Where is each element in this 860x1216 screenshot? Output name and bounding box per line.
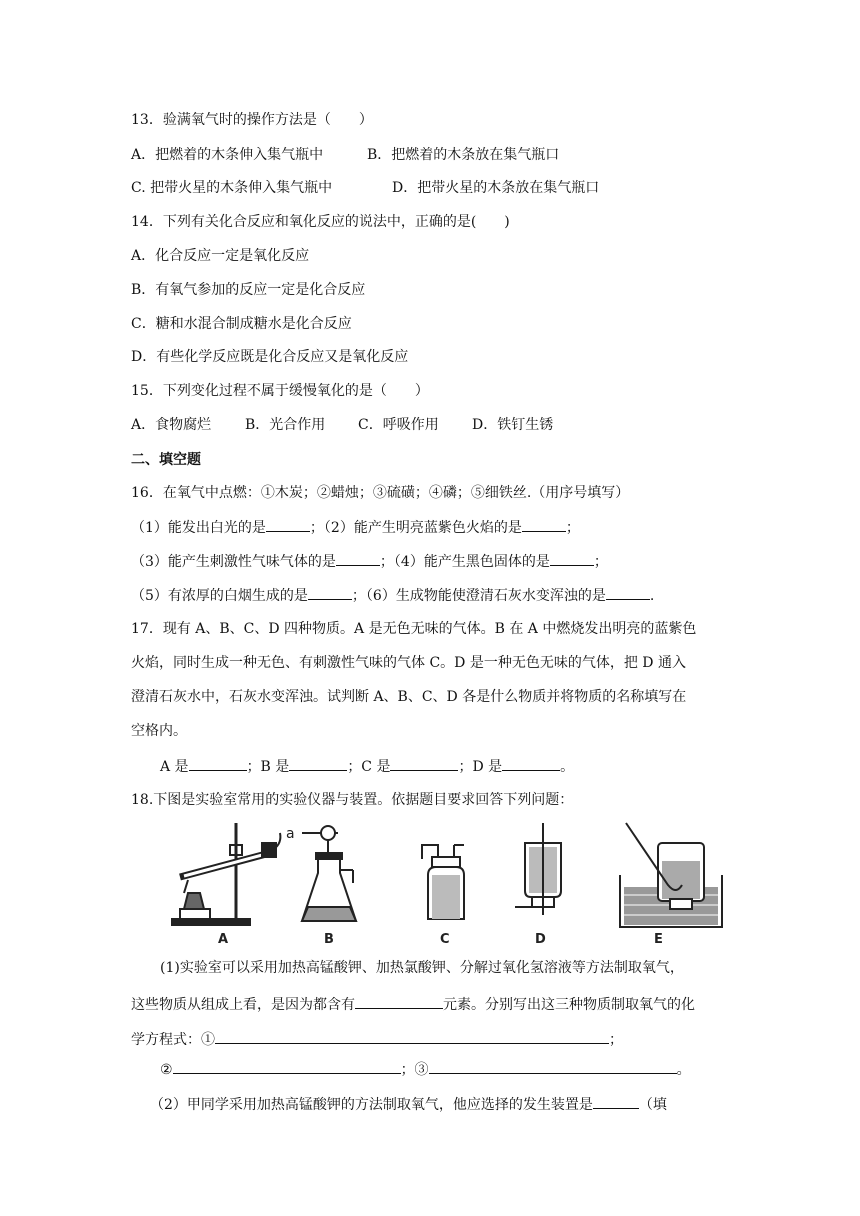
blank[interactable] xyxy=(429,1059,677,1074)
q15-option-c: C．呼吸作用 xyxy=(358,417,439,433)
q15-stem: 15．下列变化过程不属于缓慢氧化的是（ ） xyxy=(131,383,429,399)
q18-text: （填 xyxy=(638,1097,667,1113)
q16-part-end: ； xyxy=(565,520,580,536)
q14-option-b: B．有氧气参加的反应一定是化合反应 xyxy=(131,282,366,298)
q16-part-end: . xyxy=(649,588,655,604)
q14-option-c: C．糖和水混合制成糖水是化合反应 xyxy=(131,316,352,332)
q17-end: 。 xyxy=(560,759,575,775)
blank[interactable] xyxy=(550,551,594,566)
section-heading: 二、填空题 xyxy=(131,452,201,468)
q14-stem: 14．下列有关化合反应和氧化反应的说法中，正确的是( ) xyxy=(131,214,510,230)
q17-line-1: 17．现有 A、B、C、D 四种物质。A 是无色无味的气体。B 在 A 中燃烧发出明亮的蓝紫色 xyxy=(131,621,697,637)
q16-part-2: ；（2）能产生明亮蓝紫色火焰的是 xyxy=(309,520,522,536)
q18-stem: 18.下图是实验室常用的实验仪器与装置。依据题目要求回答下列问题： xyxy=(131,792,574,808)
blank[interactable] xyxy=(308,585,352,600)
figure-label-b: B xyxy=(324,932,334,947)
q18-part1-line2 xyxy=(131,994,695,1015)
q16-part-4: ；（4）能产生黑色固体的是 xyxy=(379,554,550,570)
q15-option-b: B．光合作用 xyxy=(245,417,326,433)
q16-part-end: ； xyxy=(593,554,608,570)
q17-line-3: 澄清石灰水中，石灰水变浑浊。试判断 A、B、C、D 各是什么物质并将物质的名称填写在 xyxy=(131,689,687,705)
blank[interactable] xyxy=(502,756,560,771)
q13-option-d: D．把带火星的木条放在集气瓶口 xyxy=(392,180,600,196)
blank[interactable] xyxy=(390,756,458,771)
q18-text: 这些物质从组成上看，是因为都含有 xyxy=(131,997,355,1013)
blank[interactable] xyxy=(215,1029,609,1044)
q18-text: ； xyxy=(609,1032,623,1048)
q18-part1-line1: (1)实验室可以采用加热高锰酸钾、加热氯酸钾、分解过氧化氢溶液等方法制取氧气， xyxy=(160,960,684,976)
q18-text: 。 xyxy=(676,1062,691,1078)
apparatus-c xyxy=(422,845,464,919)
lab-apparatus-figure xyxy=(170,815,730,950)
q13-stem: 13．验满氧气时的操作方法是（ ） xyxy=(131,112,373,128)
q18-text: ② xyxy=(160,1062,173,1078)
q18-part2 xyxy=(150,1094,667,1115)
q18-text: 学方程式：① xyxy=(131,1032,215,1048)
figure-label-a: A xyxy=(218,932,229,947)
figure-label-d: D xyxy=(535,932,546,947)
q17-c: ；C 是 xyxy=(347,759,391,775)
blank[interactable] xyxy=(355,994,443,1009)
figure-label-e: E xyxy=(654,932,663,947)
q14-option-d: D．有些化学反应既是化合反应又是氧化反应 xyxy=(131,349,409,365)
q14-option-a: A．化合反应一定是氧化反应 xyxy=(131,248,310,264)
blank[interactable] xyxy=(606,585,650,600)
blank[interactable] xyxy=(266,517,310,532)
q18-part1-line3 xyxy=(131,1029,623,1050)
blank[interactable] xyxy=(336,551,380,566)
apparatus-d xyxy=(515,823,561,915)
q18-text: 元素。分别写出这三种物质制取氧气的化 xyxy=(443,997,695,1013)
q17-line-4: 空格内。 xyxy=(131,723,187,739)
q17-a: A 是 xyxy=(160,759,189,775)
q17-b: ；B 是 xyxy=(246,759,290,775)
blank[interactable] xyxy=(593,1094,639,1109)
funnel-label: a xyxy=(286,826,295,842)
figure-label-c: C xyxy=(440,932,450,947)
q18-part1-line4 xyxy=(160,1059,691,1080)
apparatus-a xyxy=(172,823,280,925)
q16-part-3: （3）能产生刺激性气味气体的是 xyxy=(131,554,336,570)
q17-line-2: 火焰，同时生成一种无色、有刺激性气味的气体 C。D 是一种无色无味的气体，把 D 通入 xyxy=(131,655,686,671)
apparatus-e xyxy=(620,823,722,927)
q16-part-6: ；（6）生成物能使澄清石灰水变浑浊的是 xyxy=(351,588,606,604)
q16-line-2 xyxy=(131,551,608,572)
q16-line-3 xyxy=(131,585,654,606)
q15-option-a: A．食物腐烂 xyxy=(131,417,212,433)
q15-option-d: D．铁钉生锈 xyxy=(472,417,554,433)
apparatus-b xyxy=(286,826,356,921)
blank[interactable] xyxy=(289,756,347,771)
q17-answers xyxy=(160,756,574,777)
q16-part-1: （1）能发出白光的是 xyxy=(131,520,266,536)
q16-part-5: （5）有浓厚的白烟生成的是 xyxy=(131,588,308,604)
q16-line-1 xyxy=(131,517,580,538)
q17-d: ；D 是 xyxy=(458,759,503,775)
q13-option-b: B．把燃着的木条放在集气瓶口 xyxy=(367,147,560,163)
blank[interactable] xyxy=(173,1059,401,1074)
blank[interactable] xyxy=(189,756,247,771)
q16-stem: 16．在氧气中点燃：①木炭；②蜡烛；③硫磺；④磷；⑤细铁丝.（用序号填写） xyxy=(131,485,630,501)
q18-text: （2）甲同学采用加热高锰酸钾的方法制取氧气，他应选择的发生装置是 xyxy=(150,1097,593,1113)
q13-option-c: C. 把带火星的木条伸入集气瓶中 xyxy=(131,180,333,196)
q13-option-a: A．把燃着的木条伸入集气瓶中 xyxy=(131,147,324,163)
q18-text: ；③ xyxy=(400,1062,429,1078)
blank[interactable] xyxy=(522,517,566,532)
